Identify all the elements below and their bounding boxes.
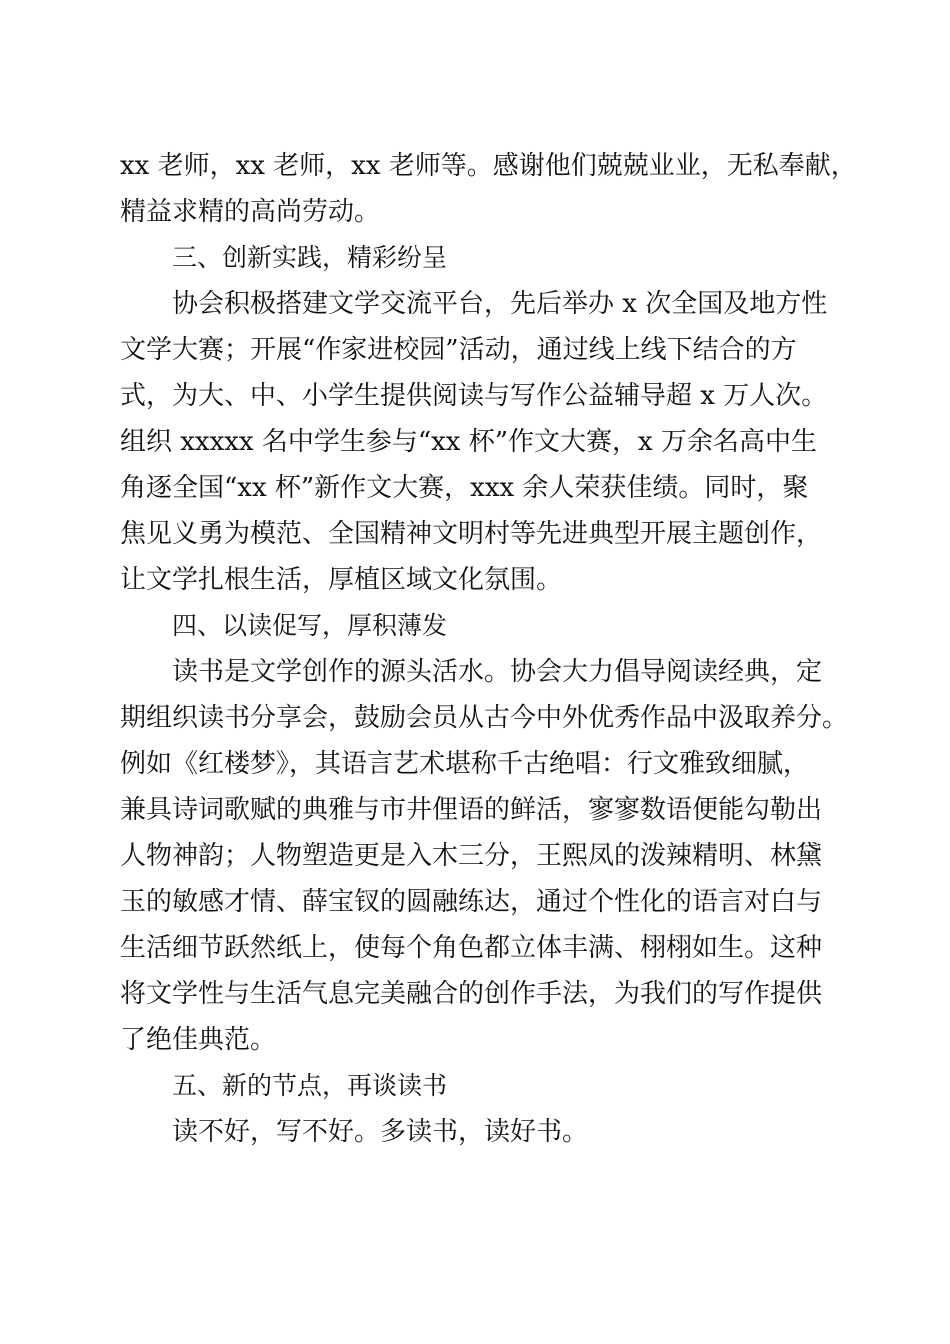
paragraph-line: 组织 xxxxx 名中学生参与“xx 杯”作文大赛，x 万余名高中生 [120,427,817,457]
section-heading: 四、以读促写，厚积薄发 [172,611,448,640]
paragraph-line: 兼具诗词歌赋的典雅与市井俚语的鲜活，寥寥数语便能勾勒出 [120,795,823,825]
document-body [120,143,857,1155]
paragraph-line: 将文学性与生活气息完美融合的创作手法，为我们的写作提供 [120,979,823,1009]
paragraph-line: 协会积极搭建文学交流平台，先后举办 x 次全国及地方性 [172,289,828,319]
paragraph-line: 精益求精的高尚劳动。 [120,197,381,227]
paragraph-line: 人物神韵；人物塑造更是入木三分，王熙凤的泼辣精明、林黛 [120,841,823,871]
paragraph-line: xx 老师，xx 老师，xx 老师等。感谢他们兢兢业业，无私奉献， [120,151,857,181]
paragraph-line: 玉的敏感才情、薛宝钗的圆融练达，通过个性化的语言对白与 [120,887,823,917]
section-heading: 三、创新实践，精彩纷呈 [172,243,448,272]
paragraph-line: 了绝佳典范。 [120,1025,277,1055]
paragraph-line: 焦见义勇为模范、全国精神文明村等先进典型开展主题创作， [120,519,823,549]
paragraph-line: 读书是文学创作的源头活水。协会大力倡导阅读经典，定 [172,657,823,687]
paragraph-line: 式，为大、中、小学生提供阅读与写作公益辅导超 x 万人次。 [120,381,828,411]
paragraph-line: 生活细节跃然纸上，使每个角色都立体丰满、栩栩如生。这种 [120,933,823,963]
paragraph-line: 让文学扎根生活，厚植区域文化氛围。 [120,565,563,595]
paragraph-line: 期组织读书分享会，鼓励会员从古今中外优秀作品中汲取养分。 [120,703,849,733]
paragraph-line: 读不好，写不好。多读书，读好书。 [172,1117,589,1147]
section-new-node [120,1063,830,1155]
continued-paragraph [120,143,857,235]
section-reading-writing [120,603,849,1063]
paragraph-line: 例如《红楼梦》，其语言艺术堪称千古绝唱：行文雅致细腻， [120,749,810,779]
section-innovation [120,235,830,603]
paragraph-line: 角逐全国“xx 杯”新作文大赛，xxx 余人荣获佳绩。同时，聚 [120,473,809,503]
paragraph-line: 文学大赛；开展“作家进校园”活动，通过线上线下结合的方 [120,335,797,365]
section-heading: 五、新的节点，再谈读书 [172,1071,448,1100]
